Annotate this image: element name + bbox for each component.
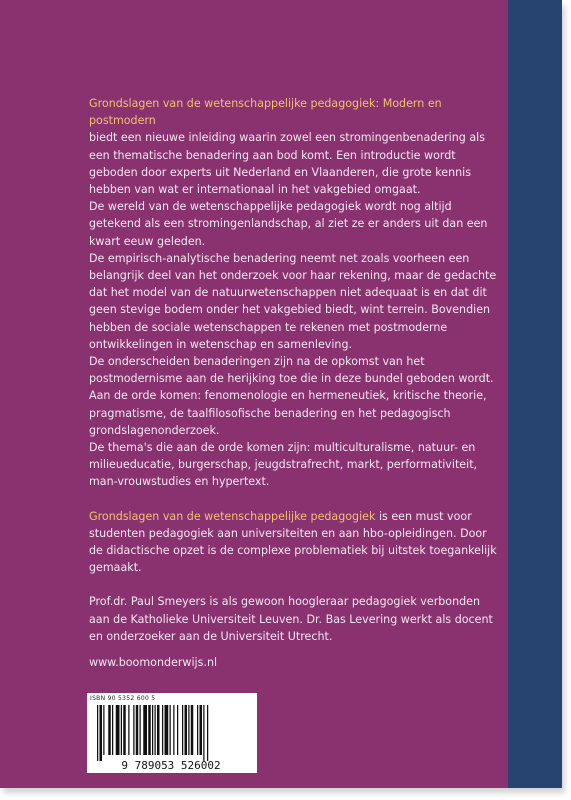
publisher-website: www.boomonderwijs.nl: [89, 656, 218, 669]
barcode-digits: 9 789053 526002: [121, 759, 221, 771]
barcode-panel: [87, 693, 257, 773]
barcode: [89, 705, 255, 771]
blurb-text: [89, 95, 499, 645]
paragraph-authors: Prof.dr. Paul Smeyers is als gewoon hoogleraar pedagogiek verbonden aan de Katholieke Universiteit Leuven. Dr. Bas Levering werkt als docent en onderzoeker aan de Universiteit Utrecht.: [89, 595, 493, 643]
paragraph-empirical: De empirisch-analytische benadering neemt net zoals voorheen een belangrijk deel van het onderzoek voor haar rekening, maar de gedachte dat het model van de natuurwetenschappen niet adequaat is en dat dit geen stevige bodem onder het vakgebied biedt, wint terrein. Bovendien hebben de sociale wetenschappen te rekenen met postmoderne ontwikkelingen in wetenschap en samenleving.: [89, 251, 497, 351]
paragraph-intro: Grondslagen van de wetenschappelijke pedagogiek: Modern en postmodern biedt een nieuwe inleiding waarin zowel een stromingenbenadering als een thematische benadering aan bod komt. Een introductie wordt geboden door experts uit Nederland en Vlaanderen, die grote kennis hebben van wat er internationaal in het vakgebied omgaat.: [89, 97, 486, 197]
barcode-bars: [97, 705, 208, 761]
isbn-label: ISBN 90 5352 600 5: [90, 695, 156, 702]
book-title-highlight: Grondslagen van de wetenschappelijke pedagogiek: Modern en postmodern: [89, 97, 442, 128]
book-title-highlight-2: Grondslagen van de wetenschappelijke pedagogiek: [89, 509, 376, 523]
paragraph-approaches: De onderscheiden benaderingen zijn na de opkomst van het postmodernisme aan de herijking toe die in deze bundel geboden wordt. Aan de orde komen: fenomenologie en hermeneutiek, kritische theorie, pragmatisme, de taalfilosofische benadering en het pedagogisch grondslagenonderzoek.: [89, 355, 494, 437]
paragraph-landscape: De wereld van de wetenschappelijke pedagogiek wordt nog altijd getekend als een stromingenlandschap, al ziet ze er anders uit dan een kwart eeuw geleden.: [89, 200, 488, 248]
paragraph-audience: Grondslagen van de wetenschappelijke pedagogiek is een must voor studenten pedagogiek aan universiteiten en aan hbo-opleidingen. Door de didactische opzet is de complexe problematiek bij uitstek toegankelijk gemaakt.: [89, 509, 497, 575]
blue-side-strip: [508, 0, 562, 788]
paragraph-themes: De thema's die aan de orde komen zijn: multiculturalisme, natuur- en milieueducatie, burgerschap, jeugdstrafrecht, markt, performativiteit, man-vrouwstudies en hypertext.: [89, 441, 478, 489]
